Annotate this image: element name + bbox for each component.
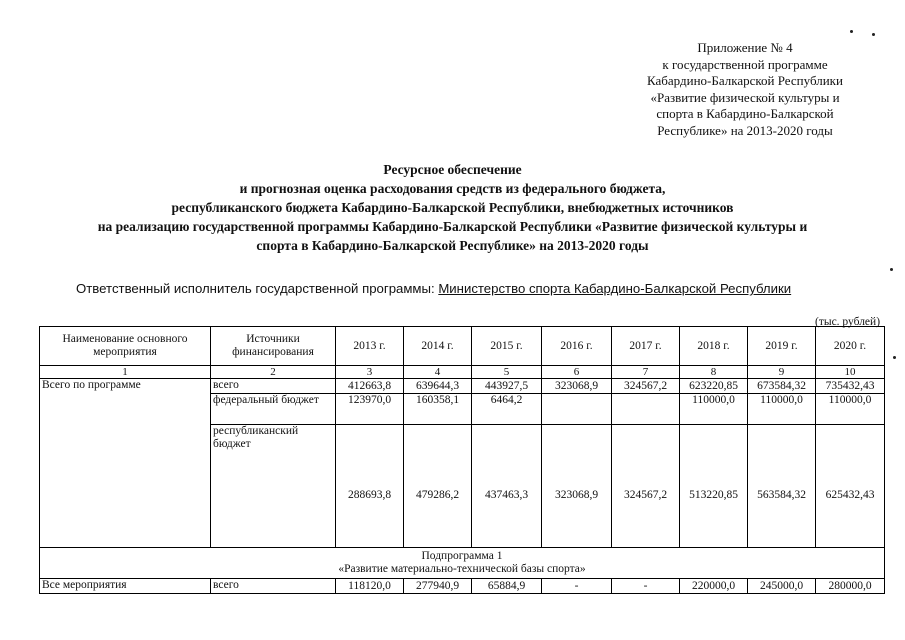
value-cell: 412663,8	[336, 379, 404, 394]
value-cell: 443927,5	[472, 379, 542, 394]
column-number-cell: 10	[816, 366, 885, 379]
source-cell: всего	[211, 379, 336, 394]
responsible-prefix: Ответственный исполнитель государственной программы:	[76, 281, 439, 296]
header-cell: 2013 г.	[336, 327, 404, 366]
value-cell: 110000,0	[680, 394, 748, 425]
appendix-line: Республике» на 2013-2020 годы	[657, 122, 833, 138]
source-cell: республиканский бюджет	[211, 425, 336, 548]
resource-table	[39, 326, 885, 594]
value-cell: 65884,9	[472, 579, 542, 594]
value-cell: 245000,0	[748, 579, 816, 594]
value-cell: 6464,2	[472, 394, 542, 425]
value-cell: 735432,43	[816, 379, 885, 394]
value-cell: 437463,3	[472, 425, 542, 548]
value-cell: 479286,2	[404, 425, 472, 548]
value-cell	[612, 394, 680, 425]
header-cell: 2015 г.	[472, 327, 542, 366]
value-cell: 673584,32	[748, 379, 816, 394]
title-line: Ресурсное обеспечение	[383, 162, 522, 177]
column-number-cell: 2	[211, 366, 336, 379]
header-cell: Наименование основного мероприятия	[40, 327, 211, 366]
value-cell: 110000,0	[816, 394, 885, 425]
column-number-cell: 6	[542, 366, 612, 379]
table-row	[40, 579, 885, 594]
value-cell: 123970,0	[336, 394, 404, 425]
subprogram-number: Подпрограмма 1	[421, 550, 503, 562]
value-cell: 110000,0	[748, 394, 816, 425]
column-number-cell: 3	[336, 366, 404, 379]
value-cell: 280000,0	[816, 579, 885, 594]
column-number-cell: 9	[748, 366, 816, 379]
header-cell: 2020 г.	[816, 327, 885, 366]
subprogram-title: «Развитие материально-технической базы спорта»	[338, 563, 586, 575]
value-cell: 220000,0	[680, 579, 748, 594]
value-cell: 118120,0	[336, 579, 404, 594]
value-cell: 277940,9	[404, 579, 472, 594]
value-cell: 623220,85	[680, 379, 748, 394]
value-cell: 288693,8	[336, 425, 404, 548]
scan-speck	[850, 30, 853, 33]
appendix-block	[625, 40, 865, 139]
header-cell: 2016 г.	[542, 327, 612, 366]
column-number-cell: 8	[680, 366, 748, 379]
column-number-cell: 7	[612, 366, 680, 379]
value-cell: 513220,85	[680, 425, 748, 548]
units-note: (тыс. рублей)	[815, 316, 881, 328]
value-cell: 639644,3	[404, 379, 472, 394]
value-cell: 625432,43	[816, 425, 885, 548]
header-cell: 2014 г.	[404, 327, 472, 366]
title-line: на реализацию государственной программы Кабардино-Балкарской Республики «Развитие физической культуры и	[97, 219, 808, 234]
header-cell: Источники финансирования	[211, 327, 336, 366]
subprogram-cell	[40, 548, 885, 579]
value-cell: 323068,9	[542, 379, 612, 394]
scan-speck	[872, 33, 875, 36]
appendix-line: Кабардино-Балкарской Республики	[647, 73, 843, 88]
header-cell: 2019 г.	[748, 327, 816, 366]
appendix-line: спорта в Кабардино-Балкарской	[656, 106, 834, 121]
header-cell: 2018 г.	[680, 327, 748, 366]
value-cell: 324567,2	[612, 425, 680, 548]
responsible-executor	[76, 281, 791, 296]
scan-speck	[893, 356, 896, 359]
subprogram-row	[40, 548, 885, 579]
column-number-cell: 4	[404, 366, 472, 379]
value-cell: 324567,2	[612, 379, 680, 394]
table-row	[40, 379, 885, 394]
activity-name-cell: Все мероприятия	[40, 579, 211, 594]
title-line: спорта в Кабардино-Балкарской Республике» на 2013-2020 годы	[256, 238, 649, 253]
title-line: республиканского бюджета Кабардино-Балкарской Республики, внебюджетных источников	[171, 200, 734, 215]
value-cell: 323068,9	[542, 425, 612, 548]
responsible-ministry: Министерство спорта Кабардино-Балкарской Республики	[438, 281, 792, 296]
column-number-cell: 5	[472, 366, 542, 379]
table-header-row	[40, 327, 885, 366]
value-cell: 563584,32	[748, 425, 816, 548]
column-number-row	[40, 366, 885, 379]
program-name-cell: Всего по программе	[40, 379, 211, 548]
source-cell: федеральный бюджет	[211, 394, 336, 425]
value-cell: -	[542, 579, 612, 594]
header-cell: 2017 г.	[612, 327, 680, 366]
appendix-line: к государственной программе	[662, 56, 828, 72]
appendix-line: Приложение № 4	[697, 40, 793, 55]
source-cell: всего	[211, 579, 336, 594]
scan-speck	[890, 268, 893, 271]
title-line: и прогнозная оценка расходования средств из федерального бюджета,	[239, 181, 666, 196]
column-number-cell: 1	[40, 366, 211, 379]
value-cell: 160358,1	[404, 394, 472, 425]
value-cell	[542, 394, 612, 425]
document-title	[0, 160, 905, 255]
value-cell: -	[612, 579, 680, 594]
appendix-line: «Развитие физической культуры и	[650, 89, 840, 105]
